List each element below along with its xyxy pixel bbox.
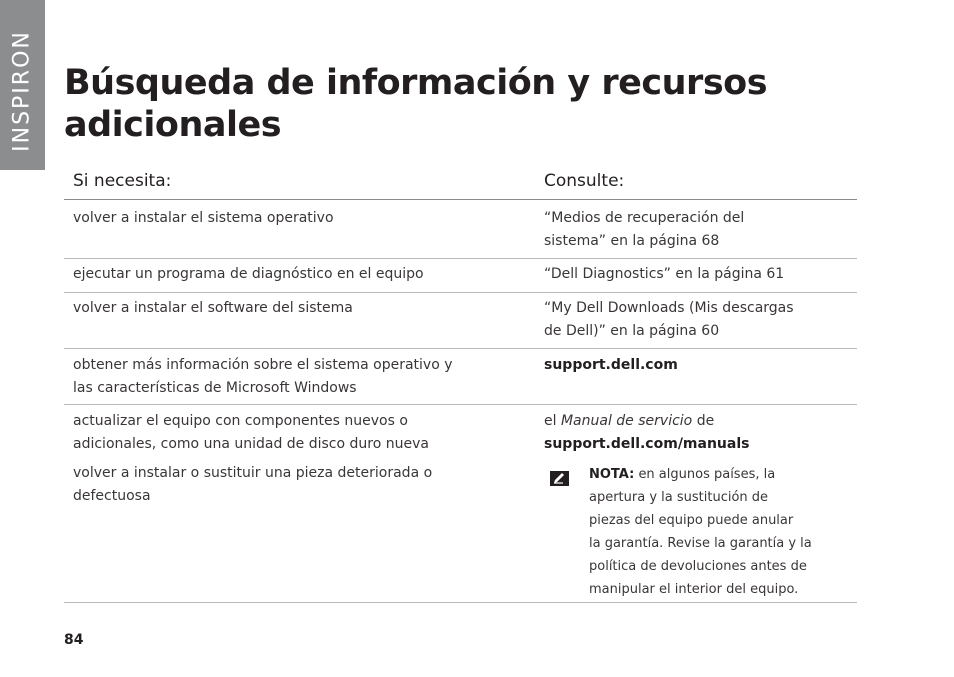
table-row-5-need-a: actualizar el equipo con componentes nuevos o adicionales, como una unidad de disco duro nueva — [73, 413, 429, 452]
table-row-5-see: el Manual de servicio de support.dell.com/manuals — [544, 410, 854, 456]
note-label: NOTA: — [589, 467, 635, 482]
pencil-note-icon — [550, 471, 569, 486]
side-tab-label: INSPIRON — [9, 30, 35, 152]
row-divider — [64, 404, 857, 405]
note-text: NOTA: en algunos países, la apertura y la sustitución de piezas del equipo puede anular la garantía. Revise la garantía y la política de devoluciones antes de manipular el interior del equipo. — [589, 467, 812, 597]
table-row-1-see: “Medios de recuperación del sistema” en la página 68 — [544, 210, 745, 249]
table-row-3-see: “My Dell Downloads (Mis descargas de Dell)” en la página 60 — [544, 300, 794, 339]
table-row-2-need: ejecutar un programa de diagnóstico en el equipo — [73, 266, 424, 282]
row-divider — [64, 258, 857, 259]
row-divider — [64, 348, 857, 349]
side-tab — [0, 0, 45, 170]
support-link[interactable]: support.dell.com — [544, 357, 678, 373]
header-divider — [64, 199, 857, 200]
table-row-3-need: volver a instalar el software del sistema — [73, 300, 353, 316]
table-row-2-see: “Dell Diagnostics” en la página 61 — [544, 266, 785, 282]
row-divider — [64, 292, 857, 293]
table-row-5-need-b: volver a instalar o sustituir una pieza deteriorada o defectuosa — [73, 465, 433, 504]
column-header-see: Consulte: — [544, 171, 625, 191]
service-manual-title: Manual de servicio — [560, 413, 693, 429]
manuals-link[interactable]: support.dell.com/manuals — [544, 436, 750, 452]
column-header-need: Si necesita: — [73, 171, 172, 191]
table-row-1-need: volver a instalar el sistema operativo — [73, 210, 334, 226]
table-bottom-divider — [64, 602, 857, 603]
page-title: Búsqueda de información y recursos adicionales — [64, 63, 768, 145]
page-number: 84 — [64, 632, 84, 648]
table-row-4-need: obtener más información sobre el sistema operativo y las características de Microsoft Windows — [73, 357, 453, 396]
